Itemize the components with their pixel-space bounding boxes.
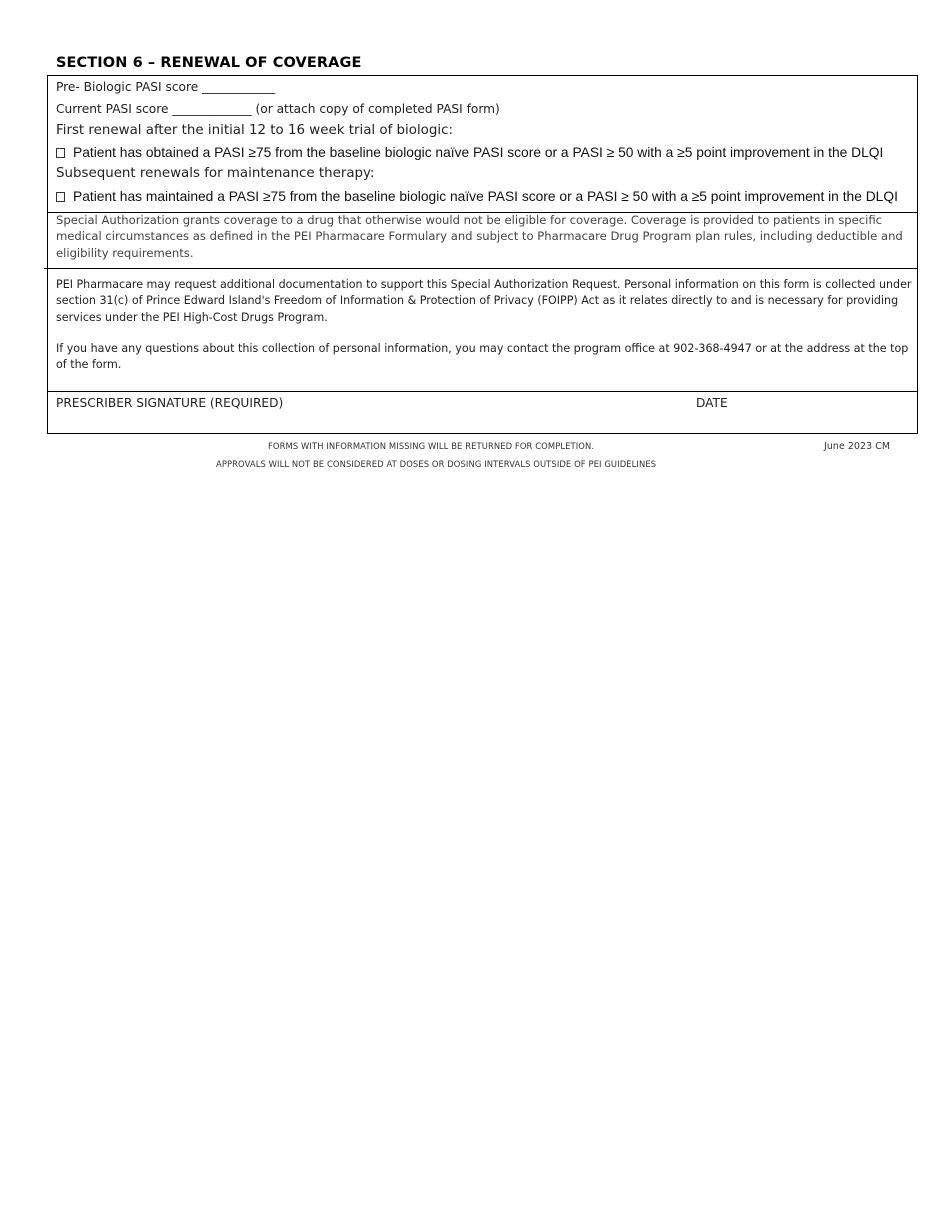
subsequent-renewal-option bbox=[56, 189, 898, 204]
current-pasi-note: (or attach copy of completed PASI form) bbox=[255, 102, 500, 116]
first-renewal-option-text: Patient has obtained a PASI ≥75 from the baseline biologic naïve PASI score or a PASI ≥ 50 with a ≥5 point improvement in the DLQI bbox=[73, 145, 884, 160]
section-title: SECTION 6 – RENEWAL OF COVERAGE bbox=[56, 55, 362, 71]
footer-missing-info: FORMS WITH INFORMATION MISSING WILL BE RETURNED FOR COMPLETION. bbox=[268, 441, 595, 451]
footer-dosing-guidelines: APPROVALS WILL NOT BE CONSIDERED AT DOSES OR DOSING INTERVALS OUTSIDE OF PEI GUIDELINES bbox=[216, 459, 657, 469]
first-renewal-heading: First renewal after the initial 12 to 16 week trial of biologic: bbox=[56, 123, 453, 138]
prescriber-signature-label: PRESCRIBER SIGNATURE (REQUIRED) bbox=[56, 396, 284, 410]
footer-version: June 2023 CM bbox=[824, 441, 891, 452]
date-label: DATE bbox=[696, 396, 728, 410]
divider-bottom bbox=[47, 391, 918, 392]
contact-notice: If you have any questions about this collection of personal information, you may contact the program office at 902-368-4947 or at the address at the top of the form. bbox=[56, 342, 909, 372]
subsequent-renewal-option-text: Patient has maintained a PASI ≥75 from the baseline biologic naïve PASI score or a PASI ≥ 50 with a ≥5 point improvement in the DLQI bbox=[73, 189, 898, 204]
divider-middle bbox=[44, 268, 917, 269]
subsequent-renewal-heading: Subsequent renewals for maintenance therapy: bbox=[56, 166, 375, 181]
pre-biologic-pasi-field[interactable]: ____________ bbox=[202, 80, 276, 94]
first-renewal-checkbox[interactable] bbox=[56, 148, 65, 158]
current-pasi-row bbox=[56, 102, 500, 116]
subsequent-renewal-checkbox[interactable] bbox=[56, 192, 65, 202]
current-pasi-label: Current PASI score bbox=[56, 102, 169, 116]
first-renewal-option bbox=[56, 145, 883, 160]
current-pasi-field[interactable]: _____________ bbox=[172, 102, 252, 116]
privacy-notice: PEI Pharmacare may request additional documentation to support this Special Authorization Request. Personal information on this form is collected under section 31(c) of Prince Edward Island's Freedom of Information & Protection of Privacy (FOIPP) Act as it relates directly to and is necessary for providing services under the PEI High-Cost Drugs Program. bbox=[56, 278, 912, 324]
special-authorization-notice: Special Authorization grants coverage to a drug that otherwise would not be eligible for coverage. Coverage is provided to patients in specific medical circumstances as defined in the PEI Pharmacare Formulary and subject to Pharmacare Drug Program plan rules, including deductible and eligibility requirements. bbox=[56, 213, 903, 260]
pre-biologic-pasi-row bbox=[56, 80, 275, 94]
pre-biologic-pasi-label: Pre- Biologic PASI score bbox=[56, 80, 199, 94]
